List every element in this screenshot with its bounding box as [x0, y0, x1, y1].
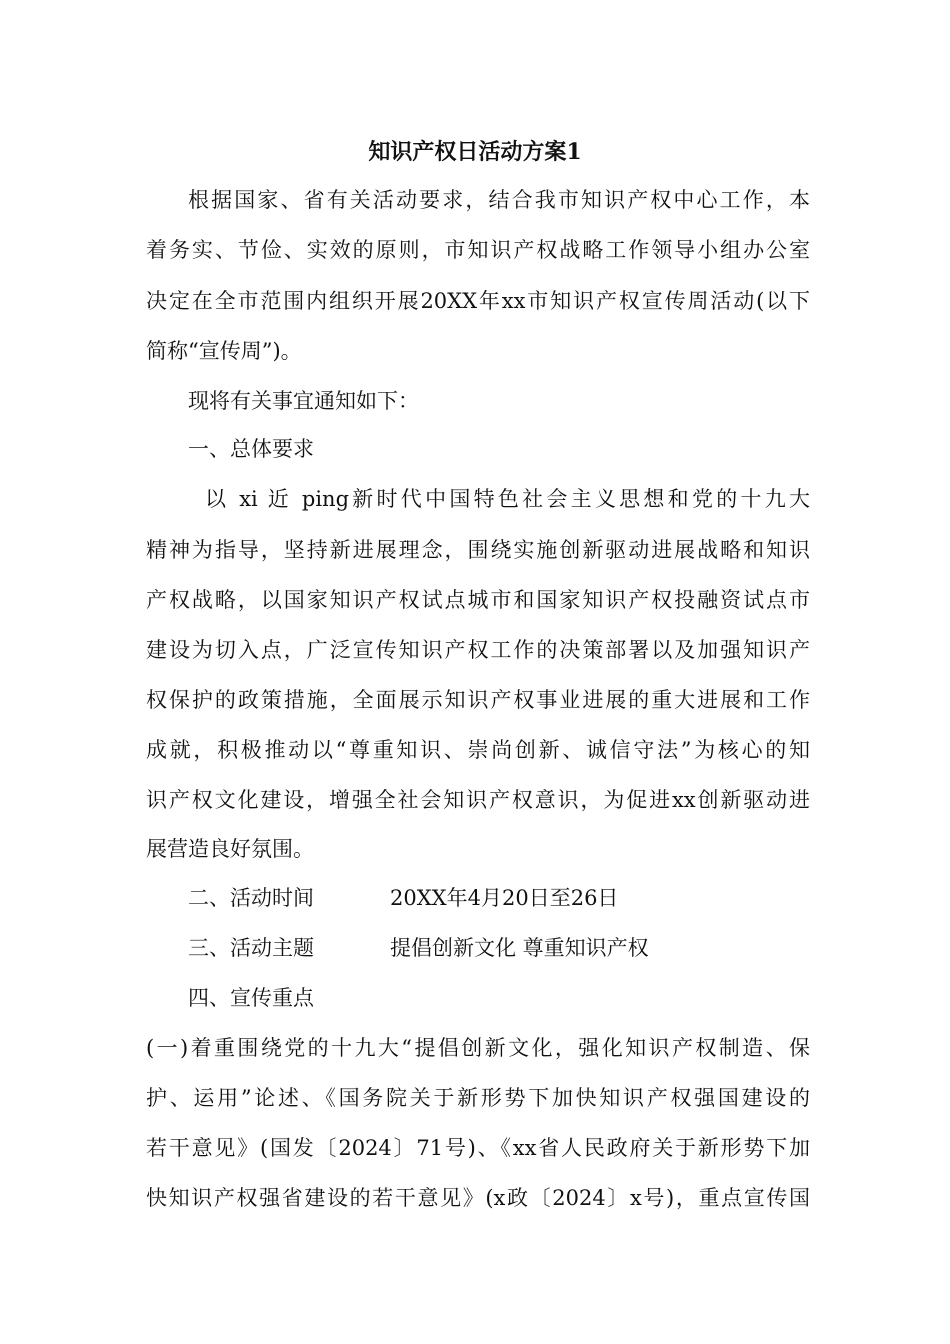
section4-line: 若干意见》(国发〔2024〕71号)、《xx省人民政府关于新形势下加 [146, 1136, 810, 1160]
activity-theme-value: 提倡创新文化 尊重知识产权 [390, 936, 649, 960]
activity-time-value: 20XX年4月20日至26日 [390, 886, 619, 910]
activity-time-label: 二、活动时间 [188, 886, 314, 910]
intro-line: 着务实、节俭、实效的原则，市知识产权战略工作领导小组办公室 [146, 238, 810, 262]
section1-line: 以 xi 近 ping新时代中国特色社会主义思想和党的十九大 [205, 487, 810, 511]
section4-line: 快知识产权强省建设的若干意见》(x政〔2024〕x号)，重点宣传国 [146, 1186, 810, 1210]
intro-line: 决定在全市范围内组织开展20XX年xx市知识产权宣传周活动(以下 [146, 289, 810, 313]
activity-theme-row [188, 933, 649, 963]
section-heading: 一、总体要求 [188, 437, 314, 461]
section1-line: 产权战略，以国家知识产权试点城市和国家知识产权投融资试点市 [146, 588, 810, 612]
intro-line: 根据国家、省有关活动要求，结合我市知识产权中心工作，本 [188, 188, 810, 212]
section1-line: 建设为切入点，广泛宣传知识产权工作的决策部署以及加强知识产 [146, 638, 810, 662]
section1-line: 识产权文化建设，增强全社会知识产权意识，为促进xx创新驱动进 [146, 788, 810, 812]
activity-time-row [188, 883, 619, 913]
notice-line: 现将有关事宜通知如下： [188, 389, 419, 413]
activity-theme-label: 三、活动主题 [188, 936, 314, 960]
document-title: 知识产权日活动方案1 [368, 139, 582, 165]
section1-line: 展营造良好氛围。 [146, 837, 314, 861]
section1-line: 成就，积极推动以“尊重知识、崇尚创新、诚信守法”为核心的知 [146, 738, 810, 762]
intro-line: 简称“宣传周”)。 [146, 339, 302, 363]
section1-line: 精神为指导，坚持新进展理念，围绕实施创新驱动进展战略和知识 [146, 538, 810, 562]
section-heading: 四、宣传重点 [188, 986, 314, 1010]
section4-line: (一)着重围绕党的十九大“提倡创新文化，强化知识产权制造、保 [146, 1036, 810, 1060]
section1-line: 权保护的政策措施，全面展示知识产权事业进展的重大进展和工作 [146, 688, 810, 712]
section4-line: 护、运用”论述、《国务院关于新形势下加快知识产权强国建设的 [146, 1086, 810, 1110]
